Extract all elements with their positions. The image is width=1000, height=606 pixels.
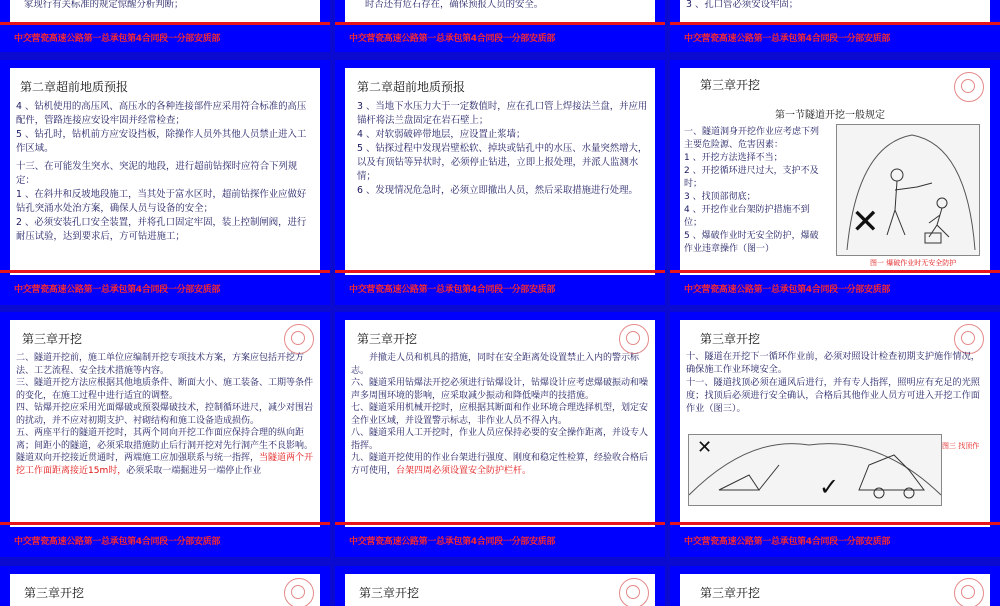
slide-card [345,320,655,527]
slide-footer: 中交营瓷高速公路第一总承包第4合同段一分部安质部 [349,34,556,44]
slide-title: 第二章超前地质预报 [357,80,466,94]
excavator-drawing [689,435,941,505]
figure-caption: 图一 爆破作业时无安全防护 [870,259,957,267]
red-divider [670,22,1000,25]
slide-footer: 中交营瓷高速公路第一总承包第4合同段一分部安质部 [349,285,556,295]
text-line: 1 、在斜井和反坡地段施工，当其处于富水区时，超前钻探作业应做好钻孔突涌水处治方案，确保人员与设备的安全； [16,189,307,214]
slide-card [10,68,320,275]
slide-body [351,352,649,477]
text-line [351,452,649,477]
red-divider [0,22,330,25]
text-line: 5 、钻探过程中发现岩壁松软、掉块或钻孔中的水压、水量突然增大，以及有顶钻等异状时，必须停止钻进，立即上报处理，并派人监测水情； [357,143,648,182]
slide-body [686,0,994,12]
text-line: 4 、对软弱破碎带地层，应设置止浆墙； [357,129,526,140]
text-line: 1 、开挖方法选择不当； [684,153,783,163]
text-line: 5 、钻孔时，钻机前方应安设挡板，除操作人员外其他人员禁止进入工作区域。 [16,129,307,154]
seal-stamp [619,324,649,354]
highlighted-text: 当隧道两个开挖工作面距离接近15m时， [16,453,314,476]
highlighted-text: 台架四周必须设置安全防护栏杆。 [396,465,532,476]
slide-title: 第三章开挖 [700,78,761,92]
slide-6[interactable] [670,312,1000,557]
wrong-mark-icon: ✕ [697,437,713,458]
text-line: 3 、孔口管必须安设牢固； [686,0,799,10]
slide-card [10,320,320,527]
slide-row3-right[interactable] [670,566,1000,606]
slide-body [24,0,324,12]
slide-row3-left[interactable] [0,566,330,606]
text-line [16,427,314,477]
slide-footer: 中交营瓷高速公路第一总承包第4合同段一分部安质部 [14,537,221,547]
text-line: 五、两座平行的隧道开挖时，其两个同向开挖工作面应保持合理的纵向距离；间距小的隧道，必须采取措施防止后行洞开挖对先行洞产生不良影响。隧道双向开挖接近贯通时，两端施工应加强联系与统一指挥， [16,428,314,463]
wrong-mark-icon: ✕ [851,202,880,242]
seal-stamp [619,578,649,606]
slide-body [686,350,982,415]
slide-title: 第三章开挖 [359,586,420,600]
slide-5[interactable] [335,312,665,557]
slide-title: 第三章开挖 [357,332,418,346]
text-line: 八、隧道采用人工开挖时，作业人员应保持必要的安全操作距离，并设专人指挥。 [351,428,649,451]
slide-title: 第三章开挖 [22,332,83,346]
slide-footer: 中交营瓷高速公路第一总承包第4合同段一分部安质部 [349,537,556,547]
slide-body [684,126,825,256]
slide-title: 第三章开挖 [700,332,761,346]
figure-caption: 图三 找顶作 [942,442,980,450]
slide-title: 第二章超前地质预报 [20,80,129,94]
slide-body [16,352,314,477]
text-line: 三、隧道开挖方法应根据其他地质条件、断面大小、施工装备、工期等条件的变化，在施工过程中进行适宜的调整。 [16,378,314,401]
text-line: 六、隧道采用钻爆法开挖必须进行钻爆设计，钻爆设计应考虑爆破振动和噪声多周围环境的影响，应采取减少振动和降低噪声的技措施。 [351,378,649,401]
red-divider [0,270,330,273]
seal-stamp [284,324,314,354]
red-divider [335,22,665,25]
text-line: 一、隧道洞身开挖作业应考虑下列主要危险源、危害因素： [684,127,820,150]
slide-body [365,0,659,12]
slide-row0-mid[interactable] [335,0,665,52]
text-line: 七、隧道采用机械开挖时，应根据其断面和作业环境合理选择机型，划定安全作业区域，并设置警示标志，非作业人员不得入内。 [351,403,649,426]
slide-card [345,574,655,606]
slide-title: 第三章开挖 [24,586,85,600]
text-line: 3 、当地下水压力大于一定数值时，应在孔口管上焊接法兰盘，并应用锚杆将法兰盘固定在岩石壁上； [357,101,648,126]
text-line: 十三、在可能发生突水、突泥的地段，进行超前钻探时应符合下列规定： [16,161,298,186]
slide-card [680,68,990,275]
illustration-blasting [836,124,980,256]
text-line: 二、隧道开挖前，施工单位应编制开挖专项技术方案，方案应包括开挖方法、工艺流程、安全技术措施等内容。 [16,353,305,376]
slide-1[interactable] [0,60,330,305]
illustration-scaling [688,434,942,506]
text-line: 2 、开挖循环进尺过大，支护不及时； [684,166,819,189]
text-line: 6 、发现情况危急时，必须立即撤出人员，然后采取措施进行处理。 [357,185,638,196]
slide-3[interactable] [670,60,1000,305]
seal-stamp [954,72,984,102]
red-divider [335,270,665,273]
text-line: 2 、必须安装孔口安全装置，并将孔口固定牢固，装上控制闸阀，进行耐压试验，达到要求后，方可钻进施工； [16,217,307,242]
red-divider [0,522,330,525]
text-line: 四、钻爆开挖应采用光面爆破或预裂爆破技术，控制循环进尺，减少对围岩的扰动，并不应对初期支护、衬砌结构和施工设备造成损伤。 [16,403,314,426]
text-line: 5 、爆破作业时无安全防护，爆破作业违章操作（图一） [684,231,819,254]
text-line: 4 、钻机使用的高压风、高压水的各种连接部件应采用符合标准的高压配件，管路连接应安设牢固并经常检查； [16,101,307,126]
slide-card [680,320,990,527]
slide-footer: 中交营瓷高速公路第一总承包第4合同段一分部安质部 [14,34,221,44]
text-line: 必须采取一端掘进另一端停止作业 [126,465,262,476]
slide-card [345,68,655,275]
red-divider [670,522,1000,525]
red-divider [670,270,1000,273]
text-line: 3 、找顶部彻底； [684,192,756,202]
slide-row0-right[interactable] [670,0,1000,52]
slide-2[interactable] [335,60,665,305]
text-line: 家现行有关标准的规定惊醒分析判断； [24,0,184,10]
slide-title: 第三章开挖 [700,586,761,600]
slide-footer: 中交营瓷高速公路第一总承包第4合同段一分部安质部 [684,285,891,295]
slide-card [10,574,320,606]
slide-4[interactable] [0,312,330,557]
section-subtitle: 第一节隧道开挖一般规定 [775,110,885,121]
red-divider [335,522,665,525]
seal-stamp [954,578,984,606]
slide-footer: 中交营瓷高速公路第一总承包第4合同段一分部安质部 [684,537,891,547]
text-line: 十一、隧道找顶必须在通风后进行，并有专人指挥，照明应有充足的光照度；找顶后必须进行安全确认，合格后其他作业人员方可进入开挖工作面作业（图三）。 [686,377,980,414]
text-line: 十、隧道在开挖下一循环作业前，必须对照设计检查初期支护施作情况，确保施工作业环境安全。 [686,351,980,375]
slide-row0-left[interactable] [0,0,330,52]
slide-body [357,100,649,198]
slide-card [680,574,990,606]
seal-stamp [284,578,314,606]
slide-footer: 中交营瓷高速公路第一总承包第4合同段一分部安质部 [14,285,221,295]
slide-footer: 中交营瓷高速公路第一总承包第4合同段一分部安质部 [684,34,891,44]
text-line: 并撤走人员和机具的措施，同时在安全距离处设置禁止入内的警示标志。 [351,353,640,376]
text-line: 4 、开挖作业台架防护措施不到位； [684,205,810,228]
correct-mark-icon: ✓ [819,473,840,501]
slide-row3-mid[interactable] [335,566,665,606]
text-line: 时否还有危石存在，确保预报人员的安全。 [365,0,544,10]
slide-body [16,100,314,244]
text-line: 九、隧道开挖使用的作业台架进行强度、刚度和稳定性检算，经验收合格后方可使用， [351,453,649,476]
